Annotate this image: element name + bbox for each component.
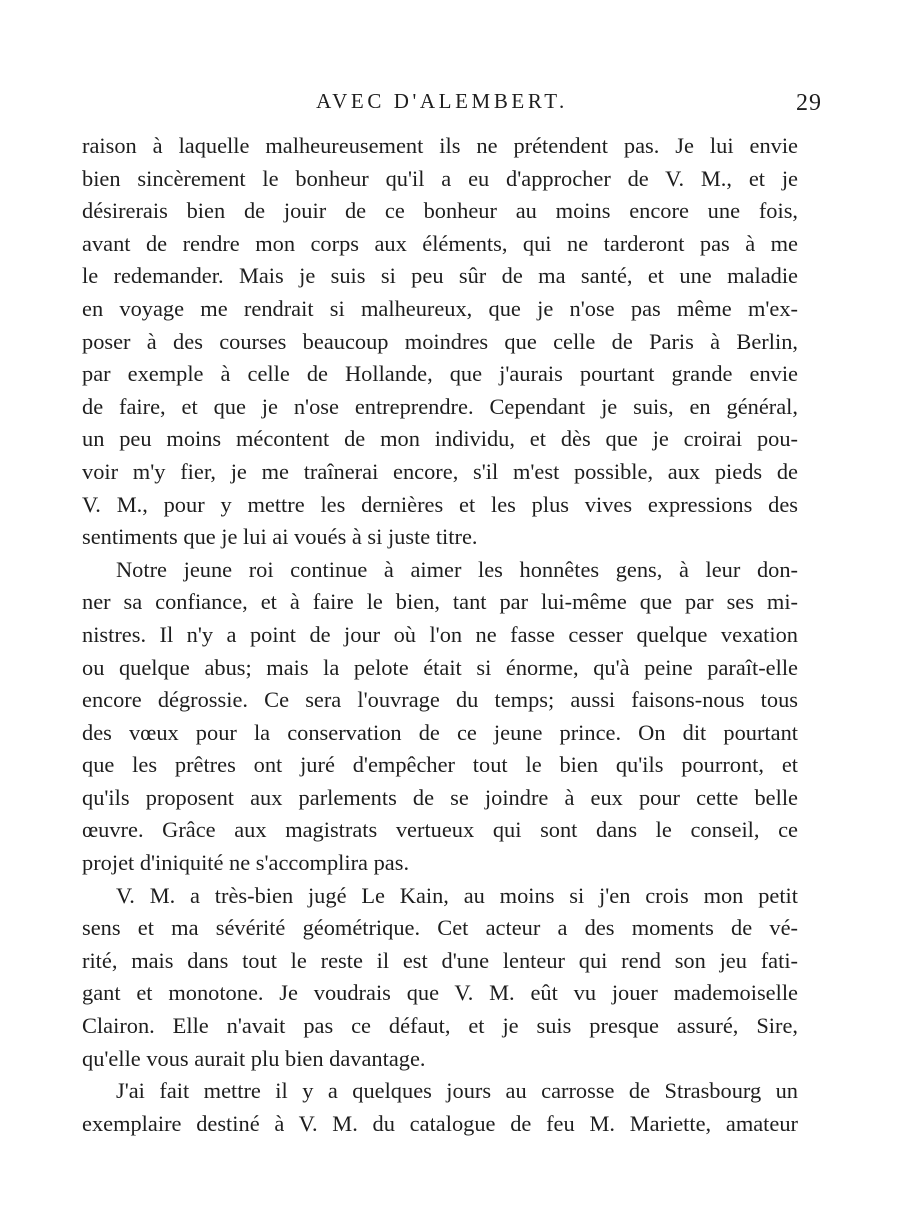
text-line: ou quelque abus; mais la pelote était si énorme, qu'à peine paraît-elle [82, 654, 798, 680]
text-line: encore dégrossie. Ce sera l'ouvrage du temps; aussi faisons-nous tous [82, 687, 798, 713]
text-line: avant de rendre mon corps aux éléments, qui ne tarderont pas à me [82, 230, 798, 256]
text-line: que les prêtres ont juré d'empêcher tout le bien qu'ils pourront, et [82, 752, 798, 778]
paragraph [82, 1075, 798, 1140]
text-line: projet d'iniquité ne s'accomplira pas. [82, 850, 410, 876]
text-line: sentiments que je lui ai voués à si juste titre. [82, 524, 478, 550]
body-text [82, 130, 798, 1140]
page-number: 29 [796, 90, 822, 116]
text-line: poser à des courses beaucoup moindres que celle de Paris à Berlin, [82, 328, 798, 354]
text-line: Clairon. Elle n'avait pas ce défaut, et je suis presque assuré, Sire, [82, 1013, 798, 1039]
text-line: le redemander. Mais je suis si peu sûr de ma santé, et une maladie [82, 263, 798, 289]
text-line: gant et monotone. Je voudrais que V. M. eût vu jouer mademoiselle [82, 980, 798, 1006]
text-line: raison à laquelle malheureusement ils ne prétendent pas. Je lui envie [82, 133, 798, 158]
text-line: J'ai fait mettre il y a quelques jours au carrosse de Strasbourg un [116, 1078, 798, 1104]
running-head [82, 86, 822, 116]
text-line: V. M. a très-bien jugé Le Kain, au moins si j'en crois mon petit [116, 882, 798, 908]
text-line: un peu moins mécontent de mon individu, et dès que je croirai pou- [82, 426, 798, 452]
running-title: AVEC D'ALEMBERT. [316, 89, 568, 113]
text-line: sens et ma sévérité géométrique. Cet acteur a des moments de vé- [82, 915, 798, 941]
text-line: rité, mais dans tout le reste il est d'une lenteur qui rend son jeu fati- [82, 947, 798, 973]
text-line: de faire, et que je n'ose entreprendre. Cependant je suis, en général, [82, 393, 798, 419]
text-line: qu'elle vous aurait plu bien davantage. [82, 1045, 426, 1071]
text-line: V. M., pour y mettre les dernières et les plus vives expressions des [82, 491, 798, 517]
text-line: des vœux pour la conservation de ce jeune prince. On dit pourtant [82, 719, 798, 745]
text-line: nistres. Il n'y a point de jour où l'on ne fasse cesser quelque vexation [82, 621, 798, 647]
text-line: exemplaire destiné à V. M. du catalogue de feu M. Mariette, amateur [82, 1110, 798, 1136]
text-line: ner sa confiance, et à faire le bien, tant par lui-même que par ses mi- [82, 589, 798, 615]
text-line: œuvre. Grâce aux magistrats vertueux qui sont dans le conseil, ce [82, 817, 798, 843]
text-line: désirerais bien de jouir de ce bonheur au moins encore une fois, [82, 198, 798, 224]
paragraph [82, 130, 798, 554]
text-line: Notre jeune roi continue à aimer les honnêtes gens, à leur don- [116, 556, 798, 582]
text-line: qu'ils proposent aux parlements de se joindre à eux pour cette belle [82, 784, 798, 810]
text-line: en voyage me rendrait si malheureux, que je n'ose pas même m'ex- [82, 295, 798, 321]
text-line: bien sincèrement le bonheur qu'il a eu d'approcher de V. M., et je [82, 165, 798, 191]
text-line: par exemple à celle de Hollande, que j'aurais pourtant grande envie [82, 361, 798, 387]
paragraph [82, 880, 798, 1076]
text-line: voir m'y fier, je me traînerai encore, s'il m'est possible, aux pieds de [82, 458, 798, 484]
paragraph [82, 554, 798, 880]
